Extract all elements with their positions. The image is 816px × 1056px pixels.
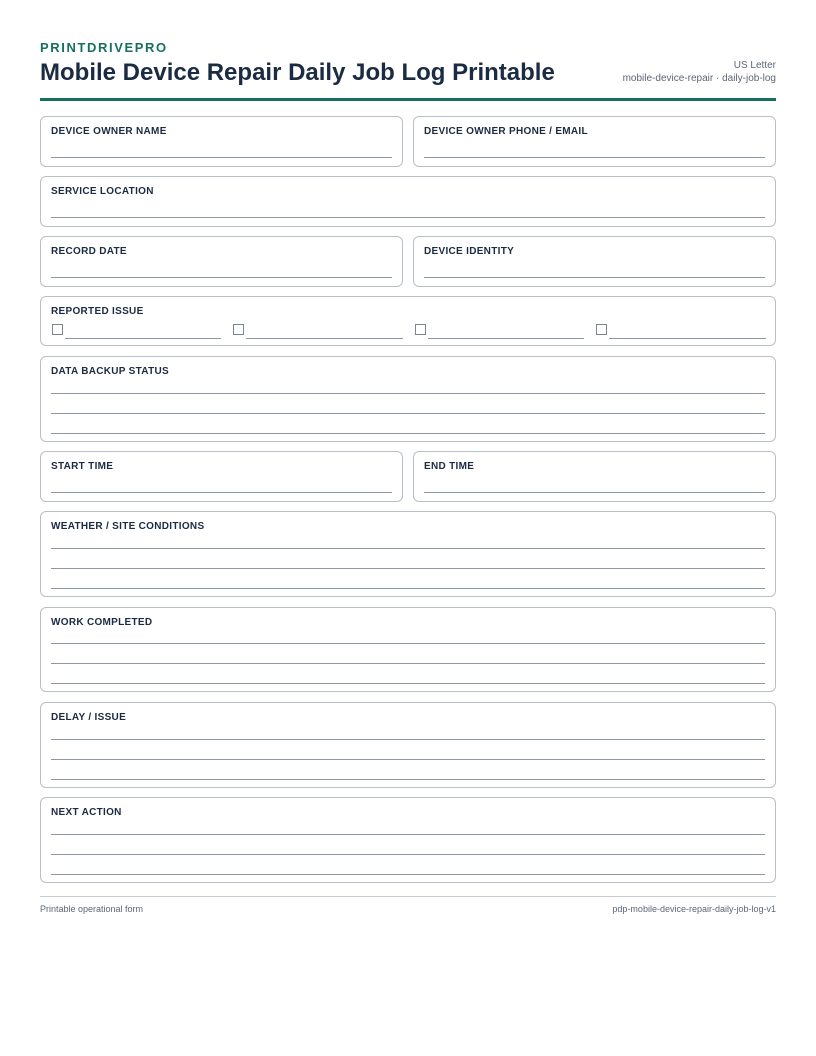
field-label: WEATHER / SITE CONDITIONS [51, 521, 205, 532]
next-action-field[interactable] [40, 797, 776, 883]
write-line[interactable] [51, 874, 765, 875]
field-label: DEVICE OWNER NAME [51, 126, 167, 137]
end-time-field[interactable] [413, 451, 776, 502]
field-label: DELAY / ISSUE [51, 712, 127, 723]
write-line[interactable] [51, 663, 765, 664]
footer-divider [40, 896, 776, 897]
write-line[interactable] [424, 157, 765, 158]
issue-checkbox-1[interactable] [52, 324, 63, 335]
write-line[interactable] [51, 492, 392, 493]
service-location-field[interactable] [40, 176, 776, 227]
form-header [40, 40, 776, 101]
write-line[interactable] [51, 157, 392, 158]
write-line[interactable] [424, 277, 765, 278]
write-line[interactable] [51, 779, 765, 780]
write-line[interactable] [51, 834, 765, 835]
write-line[interactable] [51, 568, 765, 569]
data-backup-field[interactable] [40, 356, 776, 442]
write-line[interactable] [51, 413, 765, 414]
brand-logo-text: PRINTDRIVEPRO [40, 40, 168, 55]
page-title: Mobile Device Repair Daily Job Log Printable [40, 59, 555, 86]
issue-line-3[interactable] [428, 338, 584, 339]
header-meta [623, 59, 776, 85]
work-completed-field[interactable] [40, 607, 776, 692]
footer-right-text: pdp-mobile-device-repair-daily-job-log-v1 [612, 904, 776, 914]
owner-name-field[interactable] [40, 116, 403, 167]
field-label: REPORTED ISSUE [51, 306, 144, 317]
issue-line-1[interactable] [65, 338, 221, 339]
footer-left-text: Printable operational form [40, 904, 144, 914]
form-slug: mobile-device-repair · daily-job-log [622, 73, 776, 84]
field-label: NEXT ACTION [51, 807, 122, 818]
field-label: START TIME [51, 461, 114, 472]
write-line[interactable] [424, 492, 765, 493]
write-line[interactable] [51, 548, 765, 549]
field-label: RECORD DATE [51, 246, 127, 257]
write-line[interactable] [51, 683, 765, 684]
owner-contact-field[interactable] [413, 116, 776, 167]
record-date-field[interactable] [40, 236, 403, 287]
field-label: SERVICE LOCATION [51, 186, 154, 197]
start-time-field[interactable] [40, 451, 403, 502]
weather-conditions-field[interactable] [40, 511, 776, 597]
write-line[interactable] [51, 759, 765, 760]
delay-issue-field[interactable] [40, 702, 776, 788]
paper-size: US Letter [733, 60, 776, 71]
field-label: DEVICE OWNER PHONE / EMAIL [424, 126, 588, 137]
write-line[interactable] [51, 643, 765, 644]
field-label: END TIME [424, 461, 475, 472]
write-line[interactable] [51, 433, 765, 434]
write-line[interactable] [51, 854, 765, 855]
write-line[interactable] [51, 588, 765, 589]
reported-issue-field[interactable] [40, 296, 776, 346]
field-label: DATA BACKUP STATUS [51, 366, 169, 377]
issue-line-4[interactable] [609, 338, 766, 339]
issue-line-2[interactable] [246, 338, 403, 339]
field-label: DEVICE IDENTITY [424, 246, 515, 257]
issue-checkbox-3[interactable] [415, 324, 426, 335]
write-line[interactable] [51, 277, 392, 278]
field-label: WORK COMPLETED [51, 617, 153, 628]
write-line[interactable] [51, 739, 765, 740]
write-line[interactable] [51, 217, 765, 218]
form-page [40, 40, 776, 101]
issue-checkbox-2[interactable] [233, 324, 244, 335]
device-identity-field[interactable] [413, 236, 776, 287]
write-line[interactable] [51, 393, 765, 394]
issue-checkbox-4[interactable] [596, 324, 607, 335]
